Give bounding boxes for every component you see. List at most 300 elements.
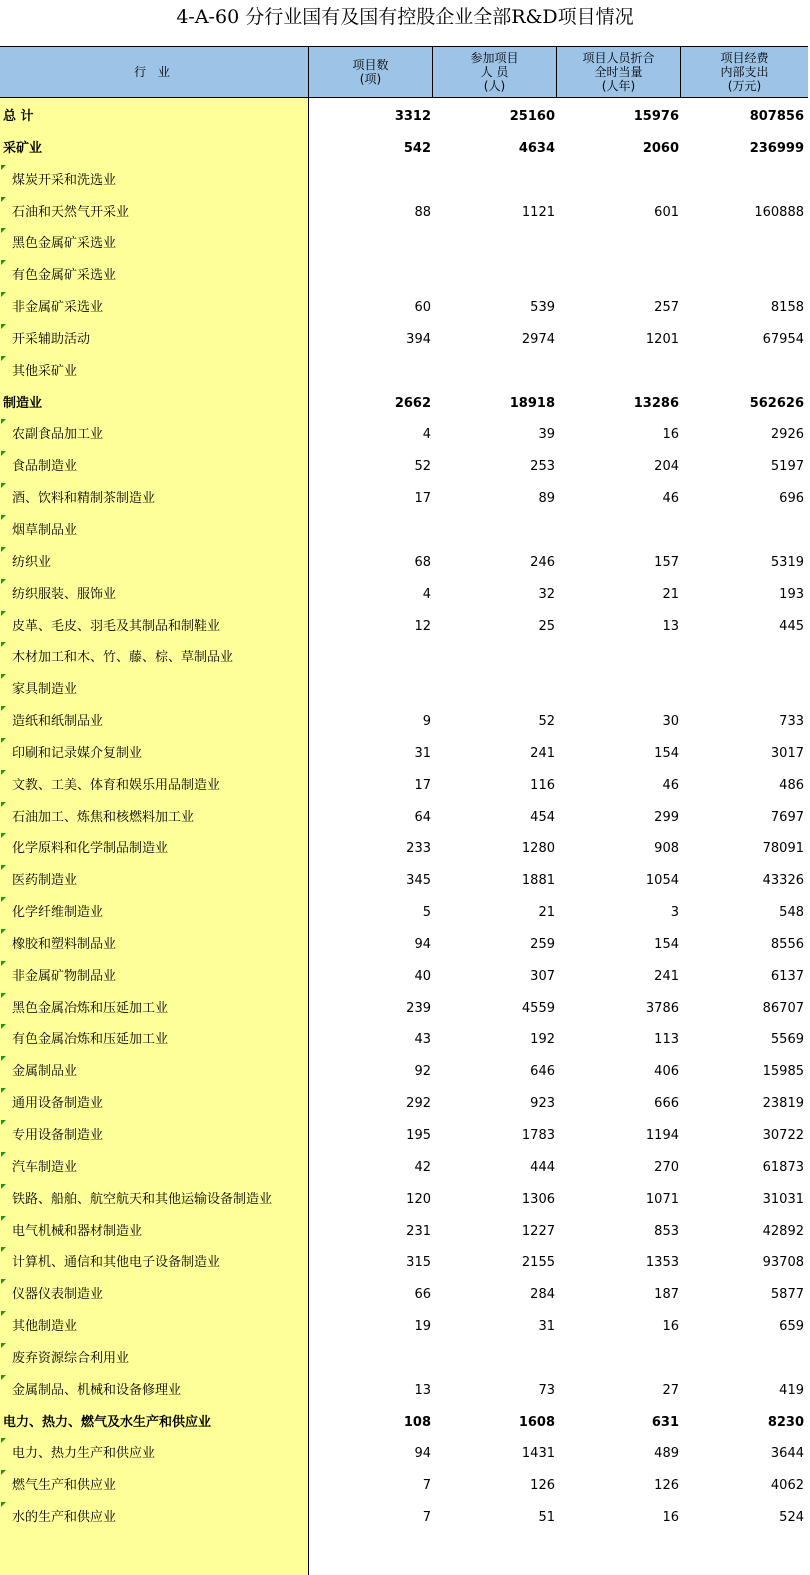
projects-value	[309, 356, 431, 388]
expenditure-value: 524	[779, 1510, 804, 1526]
header-expenditure: 项目经费 内部支出 (万元)	[720, 51, 769, 93]
expenditure-value: 5877	[770, 1287, 804, 1303]
table-row	[0, 1279, 808, 1311]
cell-marker-icon	[1, 865, 6, 870]
table-row	[0, 674, 808, 706]
projects-value: 17	[414, 777, 431, 793]
fte-value: 15976	[633, 109, 679, 124]
personnel-value: 646	[530, 1064, 555, 1080]
fte-value	[557, 1343, 679, 1375]
cell-marker-icon	[1, 738, 6, 743]
projects-value: 542	[403, 140, 431, 156]
personnel-value: 73	[538, 1382, 555, 1398]
industry-name: 废弃资源综合利用业	[12, 1350, 130, 1366]
projects-value: 315	[406, 1255, 431, 1271]
fte-value: 27	[662, 1382, 679, 1398]
expenditure-value: 6137	[770, 968, 804, 984]
table-row	[0, 1184, 808, 1216]
fte-value	[557, 228, 679, 260]
cell-marker-icon	[1, 993, 6, 998]
statistics-table	[0, 46, 808, 1575]
table-row	[0, 197, 808, 229]
table-row	[0, 101, 808, 133]
fte-value: 299	[654, 809, 679, 825]
projects-value	[309, 1343, 431, 1375]
personnel-value: 1783	[521, 1128, 555, 1143]
projects-value: 43	[414, 1032, 431, 1048]
table-row	[0, 324, 808, 356]
table-row	[0, 1152, 808, 1184]
personnel-value: 116	[530, 777, 555, 793]
table-row	[0, 419, 808, 451]
expenditure-value: 78091	[762, 841, 804, 857]
industry-name: 木材加工和木、竹、藤、棕、草制品业	[12, 650, 234, 666]
projects-value: 3312	[394, 109, 431, 124]
projects-value: 66	[414, 1287, 431, 1303]
personnel-value: 25	[538, 618, 555, 634]
cell-marker-icon	[1, 770, 6, 775]
fte-value: 406	[654, 1064, 679, 1080]
personnel-value: 307	[530, 968, 555, 984]
expenditure-value: 733	[779, 714, 804, 730]
expenditure-value: 8230	[767, 1414, 804, 1430]
fte-value: 270	[654, 1159, 679, 1175]
cell-marker-icon	[1, 228, 6, 233]
table-row	[0, 1056, 808, 1088]
expenditure-value: 696	[779, 491, 804, 507]
personnel-value: 444	[530, 1159, 555, 1175]
projects-value: 31	[414, 745, 431, 761]
industry-name: 煤炭开采和洗选业	[12, 172, 117, 188]
personnel-value: 284	[530, 1287, 555, 1303]
cell-marker-icon	[1, 324, 6, 329]
expenditure-value: 236999	[749, 140, 804, 156]
fte-value: 187	[654, 1287, 679, 1303]
expenditure-value: 8556	[770, 936, 804, 952]
projects-value: 19	[414, 1319, 431, 1335]
table-row	[0, 1120, 808, 1152]
projects-value: 195	[406, 1128, 431, 1143]
personnel-value: 4634	[518, 140, 555, 156]
table-row	[0, 1311, 808, 1343]
table-body	[0, 101, 808, 1534]
industry-name: 非金属矿物制品业	[12, 968, 117, 984]
cell-marker-icon	[1, 292, 6, 297]
table-row	[0, 1024, 808, 1056]
personnel-value	[433, 642, 555, 674]
fte-value: 46	[662, 777, 679, 793]
fte-value: 154	[654, 745, 679, 761]
fte-value: 46	[662, 491, 679, 507]
expenditure-value: 160888	[754, 204, 804, 220]
table-row	[0, 1247, 808, 1279]
fte-value: 666	[654, 1096, 679, 1112]
table-row	[0, 547, 808, 579]
personnel-value: 1608	[518, 1414, 555, 1430]
industry-name: 纺织服装、服饰业	[12, 586, 117, 602]
expenditure-value: 8158	[770, 300, 804, 316]
table-row	[0, 642, 808, 674]
cell-marker-icon	[1, 897, 6, 902]
expenditure-value: 23819	[762, 1096, 804, 1112]
table-row	[0, 993, 808, 1025]
expenditure-value: 548	[779, 905, 804, 921]
industry-name: 印刷和记录媒介复制业	[12, 745, 143, 761]
industry-name: 黑色金属矿采选业	[12, 236, 117, 252]
industry-name: 非金属矿采选业	[12, 300, 104, 316]
table-row	[0, 1502, 808, 1534]
table-row	[0, 865, 808, 897]
personnel-value	[433, 1343, 555, 1375]
expenditure-value: 42892	[762, 1223, 804, 1239]
table-row	[0, 1470, 808, 1502]
table-header	[0, 47, 808, 98]
expenditure-value: 5197	[770, 459, 804, 475]
expenditure-value: 61873	[762, 1159, 804, 1175]
fte-value: 257	[654, 300, 679, 316]
expenditure-value	[681, 1343, 804, 1375]
expenditure-value: 4062	[770, 1478, 804, 1494]
projects-value: 12	[414, 618, 431, 634]
personnel-value: 126	[530, 1478, 555, 1494]
projects-value: 292	[406, 1096, 431, 1112]
industry-name: 造纸和纸制品业	[12, 714, 104, 730]
cell-marker-icon	[1, 1120, 6, 1125]
industry-name: 石油和天然气开采业	[12, 204, 130, 220]
industry-name: 采矿业	[3, 140, 43, 156]
projects-value: 40	[414, 968, 431, 984]
personnel-value: 1306	[521, 1191, 555, 1207]
projects-value: 64	[414, 809, 431, 825]
cell-marker-icon	[1, 1311, 6, 1316]
fte-value: 1194	[645, 1128, 679, 1143]
industry-name: 通用设备制造业	[12, 1096, 104, 1112]
industry-name: 制造业	[3, 395, 43, 411]
personnel-value	[433, 356, 555, 388]
expenditure-value: 2926	[770, 427, 804, 443]
expenditure-value	[681, 165, 804, 197]
cell-marker-icon	[1, 1216, 6, 1221]
expenditure-value: 93708	[762, 1255, 804, 1271]
table-row	[0, 1375, 808, 1407]
expenditure-value: 486	[779, 777, 804, 793]
personnel-value: 32	[538, 586, 555, 602]
table-row	[0, 929, 808, 961]
expenditure-value	[681, 674, 804, 706]
personnel-value: 1881	[521, 873, 555, 889]
fte-value: 21	[662, 586, 679, 602]
expenditure-value: 5319	[770, 554, 804, 570]
projects-value: 345	[406, 873, 431, 889]
personnel-value	[433, 674, 555, 706]
cell-marker-icon	[1, 1502, 6, 1507]
personnel-value: 539	[530, 300, 555, 316]
expenditure-value: 562626	[749, 395, 804, 411]
industry-name: 其他采矿业	[12, 363, 78, 379]
table-row	[0, 165, 808, 197]
table-row	[0, 133, 808, 165]
industry-name: 化学原料和化学制品制造业	[12, 841, 169, 857]
table-row	[0, 260, 808, 292]
cell-marker-icon	[1, 515, 6, 520]
projects-value: 7	[422, 1478, 431, 1494]
projects-value	[309, 165, 431, 197]
fte-value: 241	[654, 968, 679, 984]
table-row	[0, 611, 808, 643]
table-row	[0, 515, 808, 547]
industry-name: 金属制品、机械和设备修理业	[12, 1382, 182, 1398]
fte-value: 2060	[642, 140, 679, 156]
industry-name: 总 计	[3, 109, 34, 124]
table-row	[0, 451, 808, 483]
personnel-value: 89	[538, 491, 555, 507]
industry-name: 电气机械和器材制造业	[12, 1223, 143, 1239]
table-row	[0, 1088, 808, 1120]
table-row	[0, 483, 808, 515]
cell-marker-icon	[1, 929, 6, 934]
personnel-value: 454	[530, 809, 555, 825]
industry-name: 铁路、船舶、航空航天和其他运输设备制造业	[12, 1191, 273, 1207]
expenditure-value: 30722	[762, 1128, 804, 1143]
cell-marker-icon	[1, 260, 6, 265]
industry-name: 水的生产和供应业	[12, 1510, 117, 1526]
fte-value: 1054	[645, 873, 679, 889]
fte-value: 113	[654, 1032, 679, 1048]
personnel-value	[433, 228, 555, 260]
industry-name: 石油加工、炼焦和核燃料加工业	[12, 809, 195, 825]
industry-name: 医药制造业	[12, 873, 78, 889]
personnel-value: 1121	[521, 204, 555, 220]
projects-value: 120	[406, 1191, 431, 1207]
industry-name: 文教、工美、体育和娱乐用品制造业	[12, 777, 221, 793]
projects-value: 13	[414, 1382, 431, 1398]
fte-value: 126	[654, 1478, 679, 1494]
table-row	[0, 833, 808, 865]
fte-value: 853	[654, 1223, 679, 1239]
fte-value: 157	[654, 554, 679, 570]
industry-name: 家具制造业	[12, 682, 78, 698]
industry-name: 开采辅助活动	[12, 331, 91, 347]
projects-value	[309, 674, 431, 706]
fte-value: 1201	[645, 331, 679, 347]
cell-marker-icon	[1, 1088, 6, 1093]
page-title: 4-A-60 分行业国有及国有控股企业全部R&D项目情况	[176, 6, 634, 28]
cell-marker-icon	[1, 611, 6, 616]
table-row	[0, 228, 808, 260]
expenditure-value: 193	[779, 586, 804, 602]
expenditure-value: 3017	[770, 745, 804, 761]
industry-name: 专用设备制造业	[12, 1128, 104, 1143]
fte-value: 16	[662, 1510, 679, 1526]
table-row	[0, 1407, 808, 1439]
expenditure-value: 31031	[762, 1191, 804, 1207]
cell-marker-icon	[1, 1470, 6, 1475]
expenditure-value: 7697	[770, 809, 804, 825]
header-fte: 项目人员折合 全时当量 (人年)	[557, 47, 681, 97]
personnel-value: 21	[538, 905, 555, 921]
fte-value: 13286	[633, 395, 679, 411]
projects-value: 239	[406, 1000, 431, 1016]
industry-name: 农副食品加工业	[12, 427, 104, 443]
personnel-value	[433, 260, 555, 292]
fte-value: 154	[654, 936, 679, 952]
industry-name: 电力、热力、燃气及水生产和供应业	[3, 1414, 212, 1430]
personnel-value: 923	[530, 1096, 555, 1112]
header-projects: 项目数 (项)	[309, 47, 433, 97]
personnel-value: 1280	[521, 841, 555, 857]
cell-marker-icon	[1, 197, 6, 202]
expenditure-value: 67954	[762, 331, 804, 347]
industry-name: 食品制造业	[12, 459, 78, 475]
projects-value: 94	[414, 1446, 431, 1462]
personnel-value: 4559	[521, 1000, 555, 1016]
personnel-value: 246	[530, 554, 555, 570]
personnel-value: 192	[530, 1032, 555, 1048]
cell-marker-icon	[1, 419, 6, 424]
industry-name: 金属制品业	[12, 1064, 78, 1080]
cell-marker-icon	[1, 1056, 6, 1061]
expenditure-value	[681, 642, 804, 674]
industry-name: 有色金属矿采选业	[12, 268, 117, 284]
expenditure-value: 5569	[770, 1032, 804, 1048]
cell-marker-icon	[1, 1438, 6, 1443]
cell-marker-icon	[1, 1343, 6, 1348]
personnel-value: 31	[538, 1319, 555, 1335]
industry-name: 黑色金属冶炼和压延加工业	[12, 1000, 169, 1016]
projects-value: 2662	[394, 395, 431, 411]
projects-value: 92	[414, 1064, 431, 1080]
projects-value: 88	[414, 204, 431, 220]
fte-value	[557, 515, 679, 547]
projects-value: 394	[406, 331, 431, 347]
personnel-value: 1227	[521, 1223, 555, 1239]
table-row	[0, 579, 808, 611]
personnel-value: 259	[530, 936, 555, 952]
table-row	[0, 388, 808, 420]
projects-value: 5	[422, 905, 431, 921]
personnel-value: 25160	[509, 109, 555, 124]
table-row	[0, 1216, 808, 1248]
table-row	[0, 356, 808, 388]
table-row	[0, 897, 808, 929]
cell-marker-icon	[1, 579, 6, 584]
cell-marker-icon	[1, 833, 6, 838]
industry-name: 汽车制造业	[12, 1159, 78, 1175]
fte-value	[557, 642, 679, 674]
header-industry: 行 业	[0, 47, 309, 97]
projects-value: 17	[414, 491, 431, 507]
fte-value: 908	[654, 841, 679, 857]
fte-value: 1353	[645, 1255, 679, 1271]
industry-name: 化学纤维制造业	[12, 905, 104, 921]
expenditure-value	[681, 260, 804, 292]
projects-value: 68	[414, 554, 431, 570]
cell-marker-icon	[1, 1247, 6, 1252]
table-row	[0, 1343, 808, 1375]
header-personnel: 参加项目 人 员 (人)	[433, 47, 557, 97]
projects-value: 7	[422, 1510, 431, 1526]
industry-name: 电力、热力生产和供应业	[12, 1446, 156, 1462]
cell-marker-icon	[1, 483, 6, 488]
projects-value: 4	[422, 586, 431, 602]
personnel-value: 253	[530, 459, 555, 475]
projects-value: 233	[406, 841, 431, 857]
personnel-value: 2974	[521, 331, 555, 347]
cell-marker-icon	[1, 1279, 6, 1284]
projects-value: 52	[414, 459, 431, 475]
table-row	[0, 292, 808, 324]
personnel-value: 241	[530, 745, 555, 761]
fte-value	[557, 260, 679, 292]
projects-value	[309, 642, 431, 674]
industry-name: 仪器仪表制造业	[12, 1287, 104, 1303]
fte-value	[557, 674, 679, 706]
expenditure-value	[681, 515, 804, 547]
industry-name: 烟草制品业	[12, 522, 78, 538]
fte-value: 1071	[645, 1191, 679, 1207]
table-row	[0, 770, 808, 802]
projects-value: 231	[406, 1223, 431, 1239]
cell-marker-icon	[1, 706, 6, 711]
projects-value: 42	[414, 1159, 431, 1175]
expenditure-value: 445	[779, 618, 804, 634]
cell-marker-icon	[1, 802, 6, 807]
industry-name: 皮革、毛皮、羽毛及其制品和制鞋业	[12, 618, 221, 634]
fte-value: 13	[662, 618, 679, 634]
cell-marker-icon	[1, 961, 6, 966]
fte-value: 489	[654, 1446, 679, 1462]
industry-name: 其他制造业	[12, 1319, 78, 1335]
projects-value	[309, 228, 431, 260]
cell-marker-icon	[1, 1184, 6, 1189]
expenditure-value: 419	[779, 1382, 804, 1398]
industry-name: 有色金属冶炼和压延加工业	[12, 1032, 169, 1048]
cell-marker-icon	[1, 547, 6, 552]
personnel-value: 2155	[521, 1255, 555, 1271]
cell-marker-icon	[1, 642, 6, 647]
industry-name: 燃气生产和供应业	[12, 1478, 117, 1494]
projects-value	[309, 260, 431, 292]
industry-name: 计算机、通信和其他电子设备制造业	[12, 1255, 221, 1271]
expenditure-value: 43326	[762, 873, 804, 889]
projects-value: 94	[414, 936, 431, 952]
cell-marker-icon	[1, 1024, 6, 1029]
cell-marker-icon	[1, 451, 6, 456]
expenditure-value: 86707	[762, 1000, 804, 1016]
table-row	[0, 1438, 808, 1470]
expenditure-value	[681, 356, 804, 388]
fte-value	[557, 165, 679, 197]
projects-value: 60	[414, 300, 431, 316]
fte-value: 601	[654, 204, 679, 220]
table-row	[0, 802, 808, 834]
personnel-value: 39	[538, 427, 555, 443]
industry-name: 酒、饮料和精制茶制造业	[12, 491, 156, 507]
cell-marker-icon	[1, 674, 6, 679]
fte-value: 3	[670, 905, 679, 921]
projects-value: 9	[422, 714, 431, 730]
personnel-value	[433, 515, 555, 547]
fte-value: 30	[662, 714, 679, 730]
cell-marker-icon	[1, 1375, 6, 1380]
expenditure-value: 15985	[762, 1064, 804, 1080]
fte-value: 16	[662, 1319, 679, 1335]
expenditure-value: 3644	[770, 1446, 804, 1462]
personnel-value	[433, 165, 555, 197]
projects-value	[309, 515, 431, 547]
expenditure-value: 807856	[749, 109, 804, 124]
expenditure-value	[681, 228, 804, 260]
